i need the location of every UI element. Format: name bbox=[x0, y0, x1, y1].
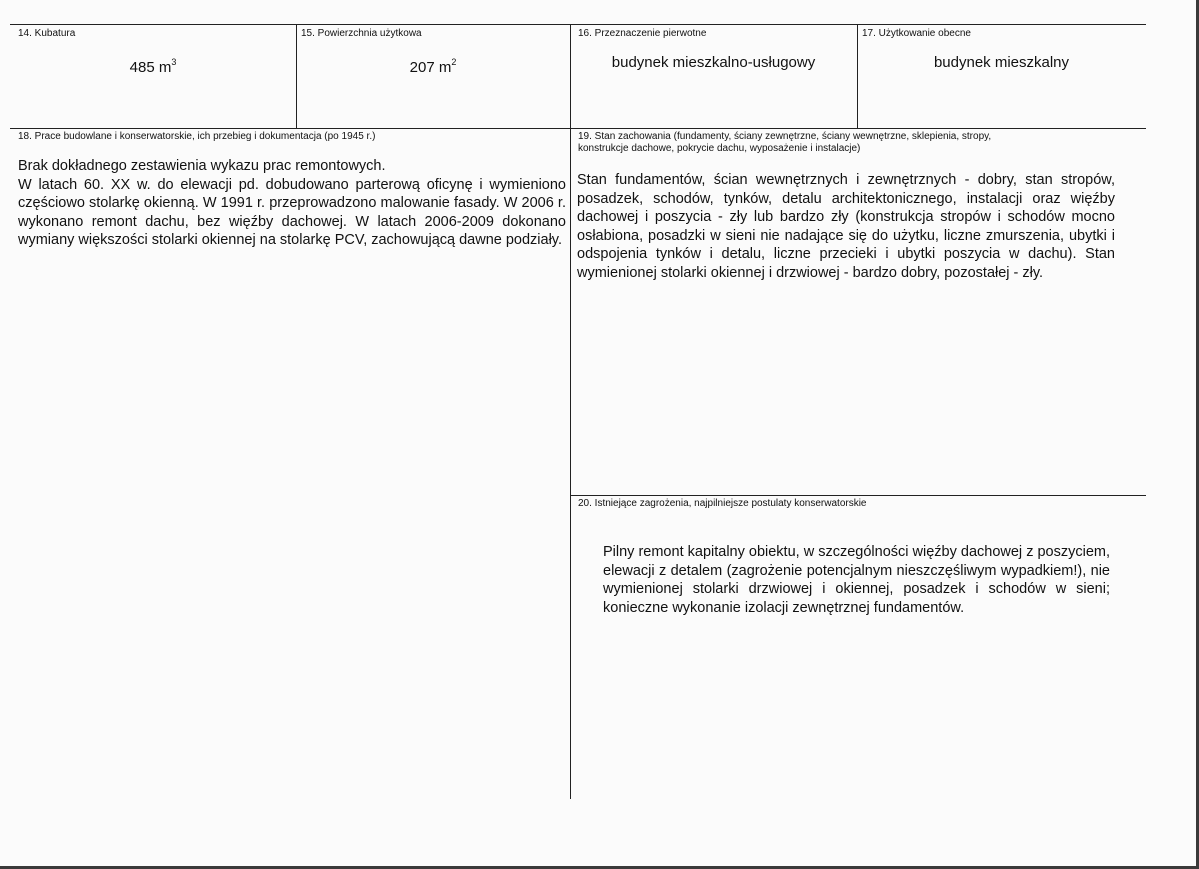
field-14-value bbox=[10, 54, 296, 77]
field-16-label: 16. Przeznaczenie pierwotne bbox=[578, 28, 707, 39]
field-20-paragraph: Pilny remont kapitalny obiektu, w szczególności więźby dachowej z poszyciem, elewacji z detalem (zagrożenie potencjalnym nieszczęśliwym wypadkiem!), nie wymienionej stolarki drzwiowej i okiennej, posadzek i schodów w sieni; konieczne wykonanie izolacji zewnętrznej fundamentów. bbox=[603, 544, 1110, 616]
field-16-value: budynek mieszkalno-usługowy bbox=[611, 54, 816, 71]
field-19-label-line-2: konstrukcje dachowe, pokrycie dachu, wyposażenie i instalacje) bbox=[578, 143, 861, 154]
field-15-value bbox=[296, 54, 570, 77]
field-19-paragraph: Stan fundamentów, ścian wewnętrznych i zewnętrznych - dobry, stan stropów, posadzek, schodów, tynków, detalu architektonicznego, instalacji oraz więźby dachowej i poszycia - zły lub bardzo zły (konstrukcja stropów i schodów mocno osłabiona, posadzki w sieni nie nadające się do użytku, liczne zmurszenia, ubytki i odspojenia tynków i detalu, liczne przecieki i ubytki poszycia w dachu). Stan wymienionej stolarki okiennej i drzwiowej - bardzo dobry, pozostałej - zły. bbox=[577, 172, 1115, 281]
field-18-label: 18. Prace budowlane i konserwatorskie, ich przebieg i dokumentacja (po 1945 r.) bbox=[18, 131, 376, 142]
rule-col3 bbox=[857, 24, 858, 128]
field-19-label-line-1: 19. Stan zachowania (fundamenty, ściany zewnętrzne, ściany wewnętrzne, sklepienia, stropy, bbox=[578, 131, 992, 142]
field-17-value: budynek mieszkalny bbox=[933, 54, 1070, 71]
field-15-label: 15. Powierzchnia użytkowa bbox=[301, 28, 422, 39]
field-18-text bbox=[18, 157, 566, 250]
rule-row1-bottom bbox=[10, 128, 1146, 129]
field-18-line-1: Brak dokładnego zestawienia wykazu prac remontowych. bbox=[18, 158, 386, 174]
field-18-line-2: W latach 60. XX w. do elewacji pd. dobudowano parterową oficynę i wymieniono częściowo stolarkę okienną. W 1991 r. przeprowadzono malowanie fasady. W 2006 r. wykonano remont dachu, bez więźby dachowej. W latach 2006-2009 dokonano wymiany większości stolarki okiennej na stolarkę PCV, zachowującą dawne podziały. bbox=[18, 176, 566, 248]
rule-section20-top bbox=[570, 495, 1146, 496]
field-20-label: 20. Istniejące zagrożenia, najpilniejsze postulaty konserwatorskie bbox=[578, 498, 867, 509]
field-14-value-text: 485 m bbox=[129, 59, 172, 76]
field-15-value-exponent: 2 bbox=[451, 57, 457, 67]
rule-col2 bbox=[570, 24, 571, 799]
rule-top bbox=[10, 24, 1146, 25]
field-14-label: 14. Kubatura bbox=[18, 28, 76, 39]
field-15-value-text: 207 m bbox=[409, 59, 452, 76]
field-20-text bbox=[603, 543, 1110, 617]
field-17-label: 17. Użytkowanie obecne bbox=[862, 28, 971, 39]
field-14-value-exponent: 3 bbox=[171, 57, 177, 67]
field-19-text bbox=[577, 171, 1115, 282]
